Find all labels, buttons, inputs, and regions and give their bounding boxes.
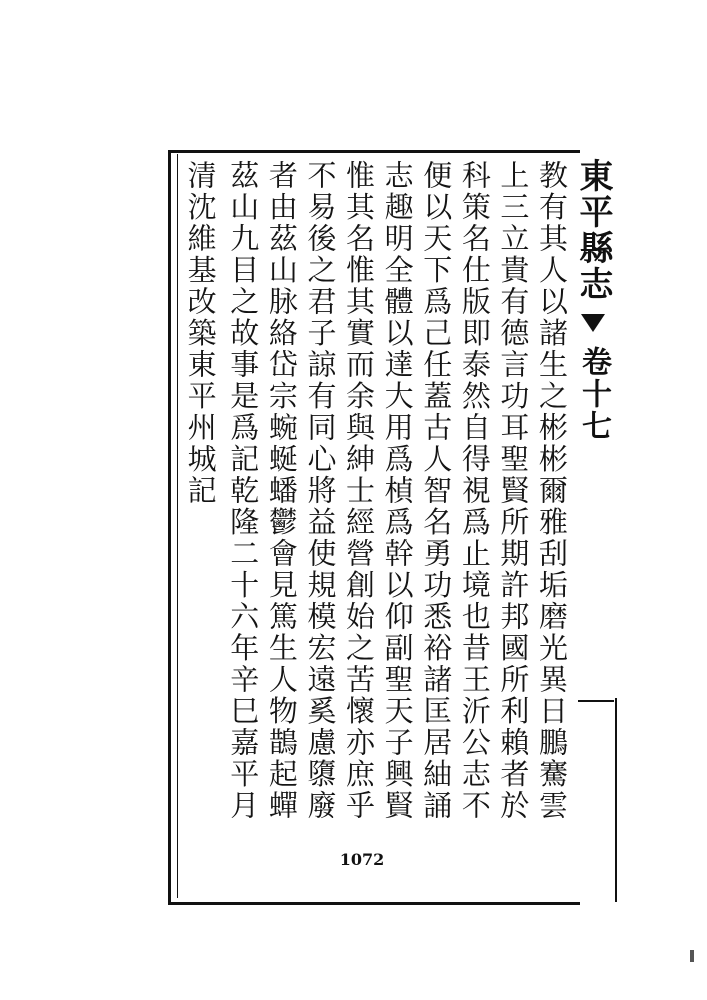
text-column: 不易後之君子諒有同心將益使規模宏遠奚慮隳廢 (303, 160, 338, 822)
page-header (572, 158, 614, 442)
margin-mark (690, 950, 694, 962)
frame-bottom-border (168, 902, 580, 905)
volume-label: 卷十七 (576, 346, 611, 442)
fish-tail-icon (579, 312, 607, 334)
section-title-column: 清沈維基改築東平州城記 (183, 160, 218, 507)
text-column: 志趣明全體以達大用爲楨爲幹以仰副聖天子興賢 (380, 160, 415, 822)
header-rule (615, 698, 617, 902)
book-title: 東平縣志 (573, 158, 613, 302)
text-column: 茲山九目之故事是爲記乾隆二十六年辛巳嘉平月 (226, 160, 261, 822)
text-column: 上三立貴有德言功耳聖賢所期許邦國所利賴者於 (496, 160, 531, 822)
frame-left-border (168, 150, 171, 902)
header-divider (578, 700, 614, 702)
text-column: 惟其名惟其實而余與紳士經營創始之苦懷亦庶乎 (342, 160, 377, 822)
text-column: 教有其人以諸生之彬彬爾雅刮垢磨光異日鵬騫雲 (535, 160, 569, 822)
page-number: 1072 (339, 850, 385, 869)
text-column: 科策名仕版即泰然自得視爲止境也昔王沂公志不 (457, 160, 492, 822)
text-column: 者由茲山脉絡岱宗蜿蜒蟠鬱會見篤生人物鵲起蟬 (264, 160, 299, 822)
text-column: 便以天下爲己任蓋古人智名勇功悉裕諸匡居紬誦 (419, 160, 454, 822)
frame-top-border (168, 150, 580, 153)
frame-left-inner-border (177, 154, 178, 898)
text-columns (182, 160, 572, 850)
